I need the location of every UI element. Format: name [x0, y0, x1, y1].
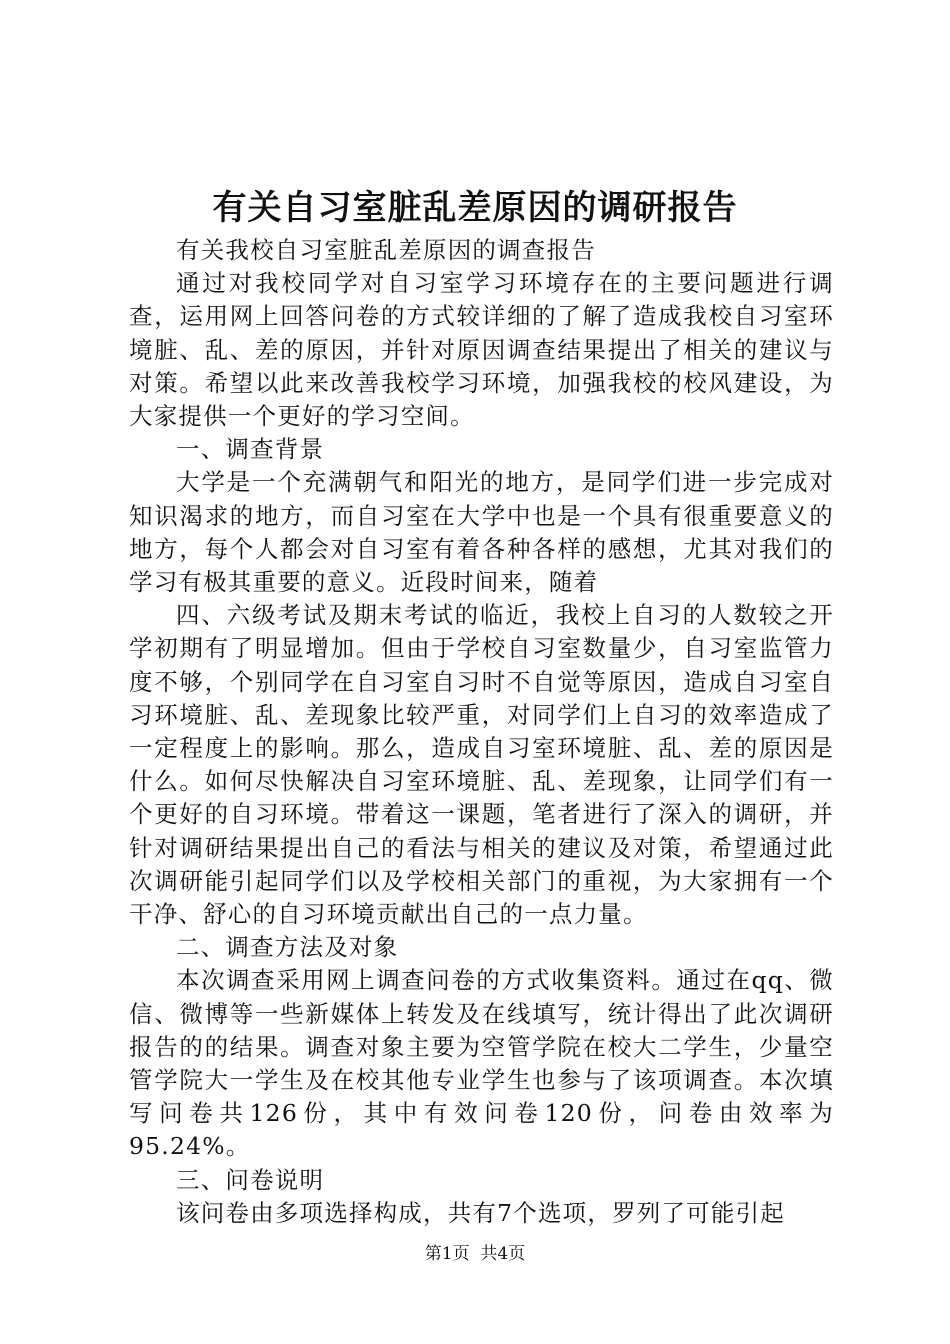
- background-continued-paragraph: 四、六级考试及期末考试的临近，我校上自习的人数较之开学初期有了明显增加。但由于学校自习室数量少，自习室监管力度不够，个别同学在自习室自习时不自觉等原因，造成自习室自习环境脏、乱、差现象比较严重，对同学们上自习的效率造成了一定程度上的影响。那么，造成自习室环境脏、乱、差的原因是什么。如何尽快解决自习室环境脏、乱、差现象，让同学们有一个更好的自习环境。带着这一课题，笔者进行了深入的调研，并针对调研结果提出自己的看法与相关的建议及对策，希望通过此次调研能引起同学们以及学校相关部门的重视，为大家拥有一个干净、舒心的自习环境贡献出自己的一点力量。: [129, 601, 834, 929]
- document-title: 有关自习室脏乱差原因的调研报告: [212, 188, 738, 228]
- page-number: 第1页: [424, 1244, 470, 1264]
- footer-separator: [470, 1244, 481, 1264]
- subtitle-paragraph: 有关我校自习室脏乱差原因的调查报告: [176, 236, 596, 264]
- intro-paragraph: 通过对我校同学对自习室学习环境存在的主要问题进行调查，运用网上回答问卷的方式较详细的了解了造成我校自习室环境脏、乱、差的原因，并针对原因调查结果提出了相关的建议与对策。希望以此来改善我校学习环境，加强我校的校风建设，为大家提供一个更好的学习空间。: [129, 269, 834, 431]
- background-paragraph: 大学是一个充满朝气和阳光的地方，是同学们进一步完成对知识渴求的地方，而自习室在大学中也是一个具有很重要意义的地方，每个人都会对自习室有着各种各样的感想，尤其对我们的学习有极其重要的意义。近段时间来，随着: [129, 468, 834, 597]
- section-heading-method: 二、调查方法及对象: [176, 933, 399, 962]
- questionnaire-paragraph: 该问卷由多项选择构成，共有7个选项，罗列了可能引起: [176, 1198, 785, 1227]
- method-paragraph: 本次调查采用网上调查问卷的方式收集资料。通过在qq、微信、微博等一些新媒体上转发及在线填写，统计得出了此次调研报告的的结果。调查对象主要为空管学院在校大二学生，少量空管学院大一学生及在校其他专业学生也参与了该项调查。本次填写问卷共126份，其中有效问卷120份，问卷由效率为95.24%。: [129, 966, 834, 1161]
- document-body: [129, 234, 834, 1230]
- page-footer: [0, 1242, 950, 1266]
- total-pages: 共4页: [480, 1244, 526, 1264]
- section-heading-questionnaire: 三、问卷说明: [176, 1165, 325, 1194]
- section-heading-background: 一、调查背景: [176, 435, 325, 464]
